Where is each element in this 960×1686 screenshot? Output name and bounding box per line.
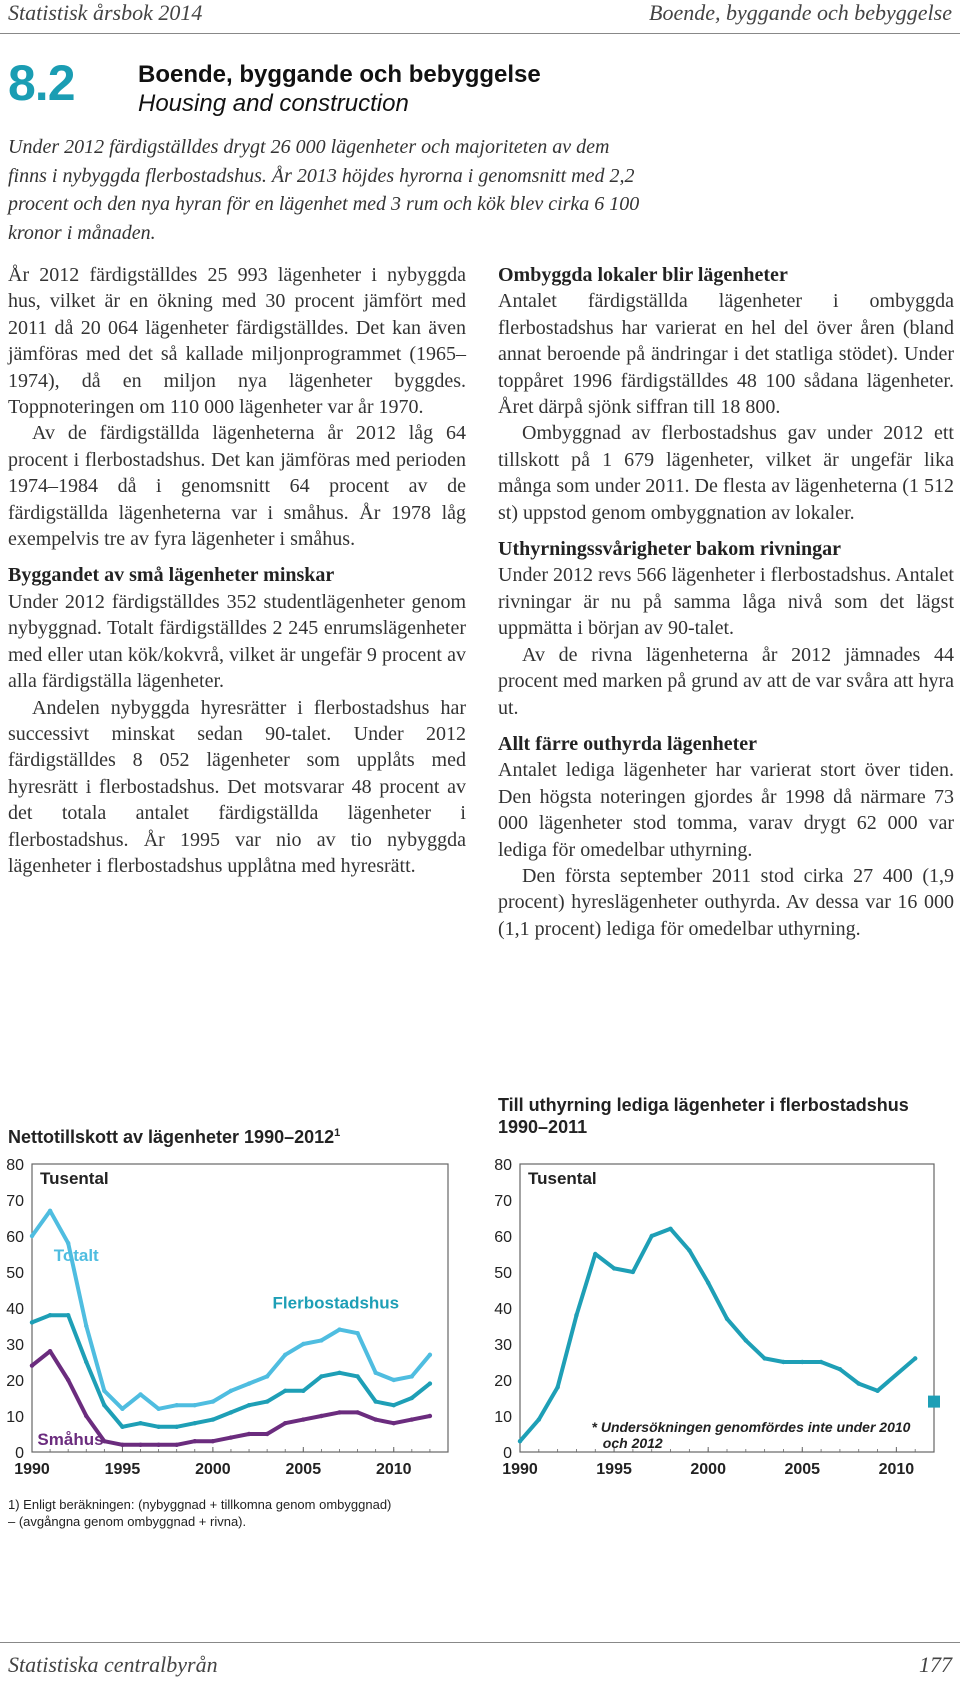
chart1-data-point [265,1432,269,1436]
chart1-ytick-label: 30 [6,1337,24,1354]
chart2-plot-frame [520,1164,934,1452]
chart1-data-point [193,1439,197,1443]
chart1-data-point [156,1443,160,1447]
right-paragraph-2: Ombyggnad av flerbostadshus gav under 2012 ett tillskott på 1 679 lägenheter, vilket är ungefär lika många som under 2011. De flesta av lägenheterna (1 512 st) uppstod genom ombyggnation av lokaler. [498,422,954,524]
right-paragraph-3: Under 2012 revs 566 lägenheter i flerbostadshus. Antalet rivningar är nu på samma låga nivå som det lägst uppmätta i början av 90-talet. [498,564,954,640]
chart1-data-point [120,1425,124,1429]
chart2-data-point [875,1389,879,1393]
chart2-ytick-label: 70 [494,1193,512,1210]
chart1-data-point [373,1371,377,1375]
chart2-data-point [913,1356,917,1360]
chart1-data-point [319,1338,323,1342]
chart2-annotation [592,1419,911,1451]
footnote-line-2: – (avgångna genom ombyggnad + rivna). [8,1514,247,1529]
chart1-data-point [247,1432,251,1436]
chart1-data-point [301,1389,305,1393]
chart1-data-point [84,1414,88,1418]
chart1-data-point [211,1417,215,1421]
chart1-series-label-0: Totalt [53,1246,99,1266]
chart2-xtick-label: 2000 [690,1461,726,1478]
chart2-annotation-line-2: och 2012 [602,1434,663,1451]
chart1-xtick-label: 2005 [285,1461,322,1478]
right-column [498,262,954,942]
chart1-data-point [428,1414,432,1418]
chart2-point-2012 [928,1396,940,1408]
chart2-data-point [838,1367,842,1371]
section-number: 8.2 [8,55,75,111]
chart1-data-point [410,1417,414,1421]
footnote-line-1: 1) Enligt beräkningen: (nybyggnad + tillkomna genom ombyggnad) [8,1497,392,1512]
chart2-data-point [687,1248,691,1252]
chart2-data-point [612,1266,616,1270]
chart1-data-point [410,1396,414,1400]
chart1-data-point [283,1389,287,1393]
chart2-xtick-label: 2005 [784,1461,821,1478]
chart1-data-point [355,1374,359,1378]
footer-divider [0,1642,960,1643]
footer-publisher: Statistiska centralbyrån [8,1652,218,1677]
chart1-data-point [392,1403,396,1407]
chart1-data-point [301,1417,305,1421]
chart1-data-point [428,1381,432,1385]
left-paragraph-2: Av de färdigställda lägenheterna år 2012 låg 64 procent i flerbostadshus. Det kan jämföras med perioden 1974–1984 då i genomsnitt 64 procent av de färdigställda lägenheterna var i småhus. År 1978 låg exempelvis tre av fyra lägenheter i småhus. [8,422,466,551]
chart2-data-point [781,1360,785,1364]
chart2-ytick-label: 60 [494,1229,512,1246]
chart2-xtick-label: 1995 [596,1461,632,1478]
chart2-unit-label: Tusental [528,1169,597,1188]
chart1-data-point [337,1371,341,1375]
chart1-data-point [229,1389,233,1393]
chart1-data-point [138,1443,142,1447]
chart1-ytick-label: 10 [6,1409,24,1426]
chart1-data-point [102,1389,106,1393]
chart1-ytick-label: 20 [6,1373,24,1390]
chart1-data-point [301,1342,305,1346]
left-paragraph-3: Under 2012 färdigställdes 352 studentlägenheter genom nybyggnad. Totalt färdigställdes 2 245 enrumslägenheter med eller utan kök/kokvrå, vilket är ungefär 9 procent av alla färdigställa lägenheter. [8,590,466,693]
chart2-data-point [631,1270,635,1274]
chart1-ytick-label: 70 [6,1193,24,1210]
chart2-data-point [555,1385,559,1389]
chart1-data-point [48,1209,52,1213]
chart1-ytick-label: 0 [15,1445,24,1462]
chart2-data-point [650,1234,654,1238]
chart1-xtick-label: 1995 [104,1461,141,1478]
chart2-data-point [668,1227,672,1231]
chart1-data-point [174,1425,178,1429]
chart1-data-point [48,1349,52,1353]
chart1-data-point [229,1410,233,1414]
chart1-data-point [30,1320,34,1324]
left-heading-small-apartments: Byggandet av små lägenheter minskar [8,564,335,587]
chart2-data-point [744,1338,748,1342]
chart2-data-point [518,1439,522,1443]
chart1-data-point [211,1399,215,1403]
chart1-data-point [247,1381,251,1385]
chart1-data-point [319,1374,323,1378]
right-paragraph-5: Antalet lediga lägenheter har varierat stort över tiden. Den högsta noteringen gjordes år 1998 då närmare 73 000 lägenheter stod tomma, varav drygt 62 000 var lediga för omedelbar uthyrning. [498,759,954,861]
chart1-data-point [265,1399,269,1403]
chart1-data-point [66,1378,70,1382]
chart1-data-point [229,1435,233,1439]
left-column [8,262,466,879]
chart2-data-point [706,1281,710,1285]
chart1-ytick-label: 40 [6,1301,24,1318]
chart1-data-point [156,1425,160,1429]
chart2-data-point [857,1381,861,1385]
chart1-data-point [337,1410,341,1414]
chart1-data-point [84,1360,88,1364]
chart2-ytick-label: 30 [494,1337,512,1354]
chart1-data-point [392,1421,396,1425]
chart1-data-point [174,1443,178,1447]
chart1-data-point [193,1421,197,1425]
right-heading-converted-premises: Ombyggda lokaler blir lägenheter [498,264,788,286]
header-divider [0,33,960,34]
chart2-ytick-label: 10 [494,1409,512,1426]
chart1-unit-label: Tusental [40,1169,109,1188]
chart2-data-point [819,1360,823,1364]
chart2-ytick-label: 20 [494,1373,512,1390]
chart2-annotation-line-1: * Undersökningen genomfördes inte under 2010 [591,1418,911,1435]
chart2-data-point [762,1356,766,1360]
chart2-xtick-label: 2010 [878,1461,915,1478]
section-title-english: Housing and construction [138,90,409,117]
left-paragraph-4: Andelen nybyggda hyresrätter i flerbostadshus har successivt minskat sedan 90-talet. Under 2012 färdigställdes 8 052 lägenheter som upplåts med hyresrätt i flerbostadshus. Det motsvarar 48 procent av det totala antalet färdigställda lägenheter i flerbostadshus. År 1995 var nio av tio nybyggda lägenheter i flerbostadshus upplåtna med hyresrätt. [8,696,466,877]
header-chapter-title: Boende, byggande och bebyggelse [649,0,952,25]
chart1-data-point [211,1439,215,1443]
chart1-data-point [355,1331,359,1335]
chart1-series-label-1: Flerbostadshus [272,1293,400,1313]
chart1-data-point [410,1374,414,1378]
chart1-data-point [138,1392,142,1396]
chart1-data-point [156,1407,160,1411]
chart1-data-point [138,1421,142,1425]
chart1-data-point [373,1399,377,1403]
chart1-data-point [319,1414,323,1418]
chart1-data-point [120,1407,124,1411]
chart1-data-point [337,1327,341,1331]
chart1-title-footnote-mark: 1 [334,1127,341,1139]
right-paragraph-1: Antalet färdigställda lägenheter i ombyggda flerbostadshus har varierat en hel del över åren (bland annat beroende på ändringar i det statliga stödet). Under toppåret 1996 färdigställdes 48 100 sådana lägenheter. Året därpå sjönk siffran till 18 800. [498,290,954,419]
chart2-xtick-label: 1990 [502,1461,538,1478]
header-yearbook-title: Statistisk årsbok 2014 [8,0,203,25]
chart1-net-additions [0,1148,470,1488]
chart1-series-label-2: Småhus [37,1429,104,1449]
chart1-data-point [66,1241,70,1245]
chart2-ytick-label: 40 [494,1301,512,1318]
chart1-xtick-label: 2000 [195,1461,231,1478]
chart1-data-point [355,1410,359,1414]
right-paragraph-6: Den första september 2011 stod cirka 27 400 (1,9 procent) hyreslägenheter outhyrda. Av dessa var 16 000 (1,1 procent) lediga för omedelbar uthyrning. [498,864,954,940]
chart1-title [8,1122,468,1148]
chart1-data-point [30,1363,34,1367]
left-paragraph-1: År 2012 färdigställdes 25 993 lägenheter i nybyggda hus, vilket är en ökning med 30 procent jämfört med 2011 då 20 064 lägenheter färdigställdes. Det kan även jämföras med det så kallade miljonprogrammet (1965–1974), då en miljon nya lägenheter byggdes. Toppnoteringen om 110 000 lägenheter var år 1970. [8,264,466,419]
chart1-data-point [428,1353,432,1357]
chart2-ytick-label: 0 [503,1445,512,1462]
footer-page-number: 177 [919,1652,952,1677]
chart1-xtick-label: 2010 [375,1461,412,1478]
chart1-data-point [247,1403,251,1407]
chart1-data-point [392,1378,396,1382]
intro-paragraph: Under 2012 färdigställdes drygt 26 000 lägenheter och majoriteten av dem finns i nybyggda flerbostadshus. År 2013 höjdes hyrorna i genomsnitt med 2,2 procent och den nya hyran för en lägenhet med 3 rum och kök blev cirka 6 100 kronor i månaden. [8,136,640,244]
right-paragraph-4: Av de rivna lägenheterna år 2012 jämnades 44 procent med marken på grund av att de var svåra att hyra ut. [498,643,954,719]
chart1-data-point [283,1421,287,1425]
chart1-ytick-label: 80 [6,1157,24,1174]
right-heading-vacant-apartments: Allt färre outhyrda lägenheter [498,732,758,755]
chart2-data-point [537,1417,541,1421]
chart1-data-point [283,1353,287,1357]
chart1-ytick-label: 50 [6,1265,24,1282]
chart2-title: Till uthyrning lediga lägenheter i flerbostadshus 1990–2011 [498,1095,909,1137]
chart2-ytick-label: 50 [494,1265,512,1282]
chart1-data-point [30,1234,34,1238]
right-heading-demolitions: Uthyrningssvårigheter bakom rivningar [498,538,841,561]
chart1-data-point [84,1324,88,1328]
section-title [138,60,541,118]
chart2-vacant-apartments [490,1148,960,1488]
chart1-data-point [102,1403,106,1407]
chart1-data-point [48,1313,52,1317]
chart1-series-line-flerbostadshus [32,1315,430,1427]
chart1-data-point [373,1417,377,1421]
chart2-ytick-label: 80 [494,1157,512,1174]
chart1-data-point [174,1403,178,1407]
chart1-data-point [193,1403,197,1407]
section-title-swedish: Boende, byggande och bebyggelse [138,61,541,88]
chart2-data-point [800,1360,804,1364]
chart1-xtick-label: 1990 [14,1461,50,1478]
chart1-data-point [66,1313,70,1317]
chart2-data-point [593,1252,597,1256]
chart1-title-text: Nettotillskott av lägenheter 1990–2012 [8,1127,335,1147]
chart2-series-line-lediga-l-genheter [520,1229,915,1441]
chart2-data-point [574,1313,578,1317]
chart1-footnote [8,1496,391,1530]
chart2-data-point [725,1317,729,1321]
chart1-data-point [120,1443,124,1447]
chart1-data-point [265,1374,269,1378]
chart1-ytick-label: 60 [6,1229,24,1246]
